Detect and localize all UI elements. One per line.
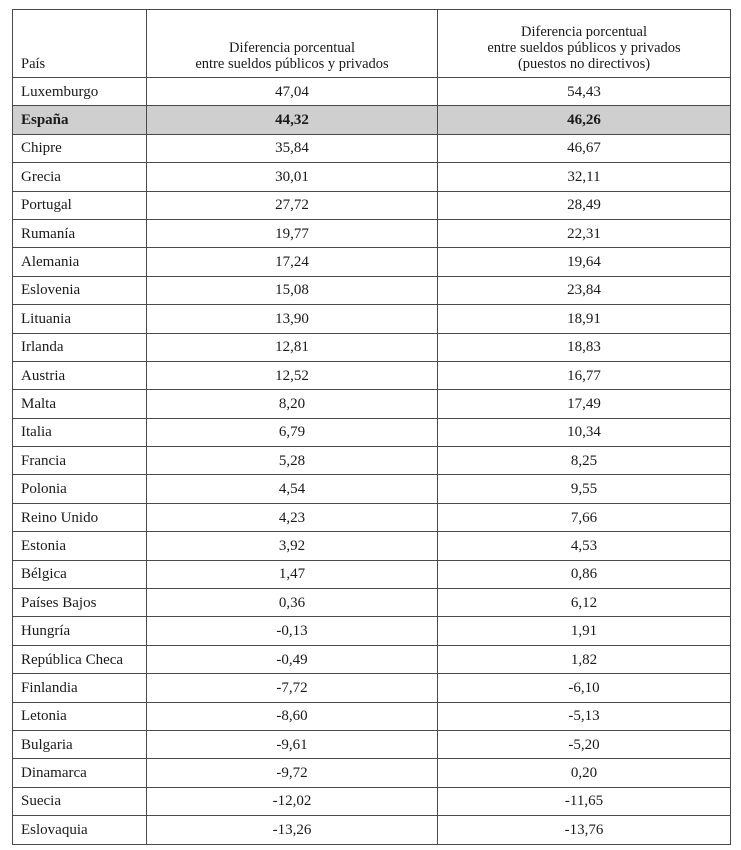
gap-non-managerial-cell: 8,25 xyxy=(438,447,731,475)
gap-non-managerial-cell: -5,20 xyxy=(438,730,731,758)
country-cell: Lituania xyxy=(13,305,147,333)
header-gap-nd-line1: Diferencia porcentual xyxy=(521,24,647,40)
gap-non-managerial-cell: 4,53 xyxy=(438,532,731,560)
gap-non-managerial-cell: 18,91 xyxy=(438,305,731,333)
table-row xyxy=(13,305,731,333)
gap-non-managerial-cell: -5,13 xyxy=(438,702,731,730)
country-cell: Irlanda xyxy=(13,333,147,361)
gap-non-managerial-cell: 9,55 xyxy=(438,475,731,503)
country-cell: Bulgaria xyxy=(13,730,147,758)
country-cell: Eslovaquia xyxy=(13,816,147,844)
country-cell: Italia xyxy=(13,418,147,446)
table-row xyxy=(13,276,731,304)
table-row xyxy=(13,475,731,503)
gap-non-managerial-cell: 10,34 xyxy=(438,418,731,446)
country-cell: Portugal xyxy=(13,191,147,219)
gap-non-managerial-cell: 19,64 xyxy=(438,248,731,276)
gap-cell: 47,04 xyxy=(147,78,438,106)
gap-non-managerial-cell: -13,76 xyxy=(438,816,731,844)
table-row xyxy=(13,248,731,276)
table-row xyxy=(13,674,731,702)
table-row xyxy=(13,589,731,617)
table-row xyxy=(13,503,731,531)
table-row xyxy=(13,560,731,588)
gap-non-managerial-cell: 32,11 xyxy=(438,163,731,191)
gap-non-managerial-cell: -6,10 xyxy=(438,674,731,702)
table-row xyxy=(13,191,731,219)
gap-cell: 35,84 xyxy=(147,134,438,162)
table-row xyxy=(13,816,731,844)
country-cell: Austria xyxy=(13,361,147,389)
gap-non-managerial-cell: 54,43 xyxy=(438,78,731,106)
country-cell: Polonia xyxy=(13,475,147,503)
gap-cell: -12,02 xyxy=(147,787,438,815)
table-row xyxy=(13,730,731,758)
gap-non-managerial-cell: 6,12 xyxy=(438,589,731,617)
gap-cell: 44,32 xyxy=(147,106,438,134)
country-cell: España xyxy=(13,106,147,134)
salary-gap-table xyxy=(12,9,731,845)
gap-cell: 15,08 xyxy=(147,276,438,304)
gap-cell: 6,79 xyxy=(147,418,438,446)
country-cell: Malta xyxy=(13,390,147,418)
gap-non-managerial-cell: 7,66 xyxy=(438,503,731,531)
table-row xyxy=(13,645,731,673)
table-row xyxy=(13,617,731,645)
country-cell: Francia xyxy=(13,447,147,475)
gap-non-managerial-cell: 1,82 xyxy=(438,645,731,673)
gap-non-managerial-cell: 0,20 xyxy=(438,759,731,787)
header-gap xyxy=(147,10,438,78)
country-cell: Grecia xyxy=(13,163,147,191)
table-row xyxy=(13,532,731,560)
gap-non-managerial-cell: 17,49 xyxy=(438,390,731,418)
table-row xyxy=(13,163,731,191)
gap-non-managerial-cell: 18,83 xyxy=(438,333,731,361)
gap-cell: 8,20 xyxy=(147,390,438,418)
country-cell: Bélgica xyxy=(13,560,147,588)
country-cell: Estonia xyxy=(13,532,147,560)
table-row xyxy=(13,787,731,815)
table-row xyxy=(13,106,731,134)
table-row xyxy=(13,219,731,247)
gap-cell: 1,47 xyxy=(147,560,438,588)
gap-cell: 12,81 xyxy=(147,333,438,361)
gap-cell: 4,23 xyxy=(147,503,438,531)
table-row xyxy=(13,390,731,418)
gap-non-managerial-cell: 16,77 xyxy=(438,361,731,389)
country-cell: Suecia xyxy=(13,787,147,815)
table-header xyxy=(13,10,731,78)
table-row xyxy=(13,418,731,446)
table-row xyxy=(13,333,731,361)
country-cell: Rumanía xyxy=(13,219,147,247)
country-cell: Chipre xyxy=(13,134,147,162)
country-cell: Países Bajos xyxy=(13,589,147,617)
gap-cell: 4,54 xyxy=(147,475,438,503)
gap-cell: 17,24 xyxy=(147,248,438,276)
gap-non-managerial-cell: -11,65 xyxy=(438,787,731,815)
gap-cell: 3,92 xyxy=(147,532,438,560)
gap-cell: 13,90 xyxy=(147,305,438,333)
header-gap-line2: entre sueldos públicos y privados xyxy=(195,56,389,72)
gap-non-managerial-cell: 0,86 xyxy=(438,560,731,588)
gap-cell: -9,61 xyxy=(147,730,438,758)
gap-cell: -0,49 xyxy=(147,645,438,673)
country-cell: Reino Unido xyxy=(13,503,147,531)
gap-cell: -9,72 xyxy=(147,759,438,787)
table-row xyxy=(13,759,731,787)
country-cell: Eslovenia xyxy=(13,276,147,304)
gap-cell: -13,26 xyxy=(147,816,438,844)
country-cell: Alemania xyxy=(13,248,147,276)
country-cell: Hungría xyxy=(13,617,147,645)
gap-cell: 12,52 xyxy=(147,361,438,389)
gap-cell: -0,13 xyxy=(147,617,438,645)
country-cell: Finlandia xyxy=(13,674,147,702)
gap-non-managerial-cell: 46,67 xyxy=(438,134,731,162)
header-gap-non-managerial xyxy=(438,10,731,78)
table-body xyxy=(13,78,731,845)
header-gap-line1: Diferencia porcentual xyxy=(229,40,355,56)
country-cell: República Checa xyxy=(13,645,147,673)
gap-non-managerial-cell: 1,91 xyxy=(438,617,731,645)
country-cell: Letonia xyxy=(13,702,147,730)
table-row xyxy=(13,134,731,162)
header-gap-nd-line3: (puestos no directivos) xyxy=(517,56,651,72)
gap-cell: -7,72 xyxy=(147,674,438,702)
table-row xyxy=(13,702,731,730)
gap-cell: 27,72 xyxy=(147,191,438,219)
header-gap-nd-line2: entre sueldos públicos y privados xyxy=(487,40,681,56)
header-country: País xyxy=(13,10,147,78)
gap-non-managerial-cell: 22,31 xyxy=(438,219,731,247)
gap-cell: 19,77 xyxy=(147,219,438,247)
country-cell: Dinamarca xyxy=(13,759,147,787)
table-row xyxy=(13,361,731,389)
gap-cell: 5,28 xyxy=(147,447,438,475)
table-row xyxy=(13,447,731,475)
gap-non-managerial-cell: 46,26 xyxy=(438,106,731,134)
gap-cell: 0,36 xyxy=(147,589,438,617)
gap-non-managerial-cell: 28,49 xyxy=(438,191,731,219)
gap-non-managerial-cell: 23,84 xyxy=(438,276,731,304)
table-row xyxy=(13,78,731,106)
gap-cell: -8,60 xyxy=(147,702,438,730)
country-cell: Luxemburgo xyxy=(13,78,147,106)
header-row xyxy=(13,10,731,78)
gap-cell: 30,01 xyxy=(147,163,438,191)
